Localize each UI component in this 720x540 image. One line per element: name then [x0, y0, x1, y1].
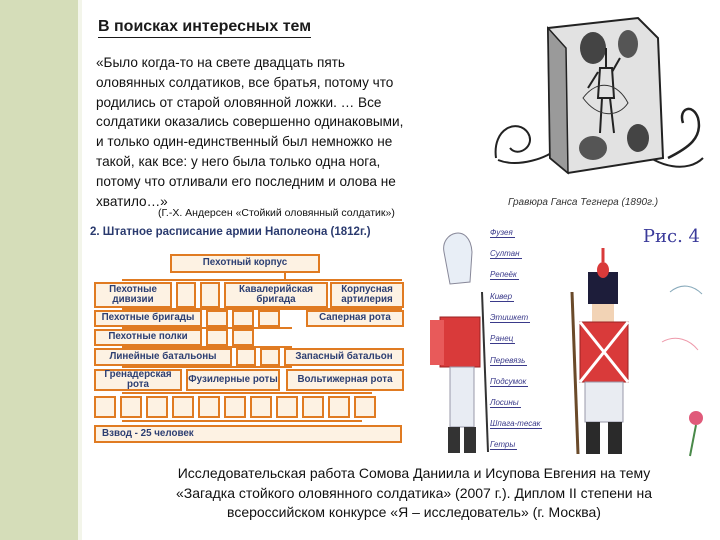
- box-empty: [200, 282, 220, 308]
- uniform-label-kiver: Кивер: [490, 292, 513, 301]
- quote-line: и только один-единственный был немножко не: [96, 134, 393, 150]
- quote-attribution: (Г.-Х. Андерсен «Стойкий оловянный солдатик»): [158, 207, 395, 219]
- box-empty: [224, 396, 246, 418]
- uniform-label-getry: Гетры: [490, 440, 516, 449]
- box-corps-artillery: Корпусная артилерия: [330, 282, 404, 308]
- box-empty: [232, 310, 254, 327]
- box-empty: [258, 310, 280, 327]
- footer-line: всероссийском конкурсе «Я – исследователь» (г. Москва): [227, 504, 601, 520]
- quote-line: такой, как все: у него была только одна нога,: [96, 153, 381, 169]
- uniform-label-sultan: Султан: [490, 249, 520, 258]
- quote-line: «Было когда-то на свете двадцать пять: [96, 55, 345, 70]
- box-infantry-divisions: Пехотные дивизии: [94, 282, 172, 308]
- footer-line: Исследовательская работа Сомова Даниила и Исупова Евгения на тему: [177, 465, 651, 481]
- tin-soldier-engraving: [488, 8, 710, 190]
- quote-line: хватило…»: [96, 193, 168, 209]
- andersen-quote: [96, 53, 462, 211]
- box-empty: [146, 396, 168, 418]
- box-sapper-company: Саперная рота: [306, 310, 404, 327]
- connector-level7: [122, 420, 362, 422]
- decorative-side-band: [0, 0, 78, 540]
- quote-line: оловянных солдатиков, все братья, потому что: [96, 74, 394, 90]
- connector-level6: [122, 392, 372, 394]
- figure-label: Рис. 4: [642, 226, 700, 247]
- box-empty: [232, 329, 254, 346]
- uniform-label-fuzeya: Фузея: [490, 228, 513, 237]
- uniform-label-shpaga: Шпага-тесак: [490, 419, 541, 428]
- uniform-label-podsumok: Подсумок: [490, 377, 527, 386]
- box-infantry-brigades: Пехотные бригады: [94, 310, 202, 327]
- box-empty: [276, 396, 298, 418]
- side-band-edge: [78, 0, 82, 540]
- uniform-label-ranets: Ранец: [490, 334, 514, 343]
- napoleon-army-org-chart: [88, 226, 408, 446]
- uniform-label-repeyok: Репеёк: [490, 270, 517, 279]
- box-empty: [302, 396, 324, 418]
- box-empty: [206, 310, 228, 327]
- box-empty: [94, 396, 116, 418]
- box-voltigeur-company: Вольтижерная рота: [286, 369, 404, 391]
- quote-line: потому что отливали его последним и олова не: [96, 173, 396, 189]
- uniform-label-etishket: Этишкет: [490, 313, 529, 322]
- box-infantry-regiments: Пехотные полки: [94, 329, 202, 346]
- box-empty: [206, 329, 228, 346]
- box-empty: [198, 396, 220, 418]
- org-chart-title: 2. Штатное расписание армии Наполеона (1812г.): [90, 226, 371, 238]
- slide-title: В поисках интересных тем: [98, 18, 311, 38]
- box-empty: [250, 396, 272, 418]
- connector-level1: [122, 279, 402, 281]
- soldier-uniform-drawing: [420, 222, 712, 460]
- connector-level5: [122, 366, 292, 368]
- box-fusilier-companies: Фузилерные роты: [186, 369, 280, 391]
- box-line-battalions: Линейные батальоны: [94, 348, 232, 366]
- uniform-label-losiny: Лосины: [490, 398, 519, 407]
- box-empty: [354, 396, 376, 418]
- research-credit: [140, 464, 688, 523]
- box-grenadier-company: Гренадерская рота: [94, 369, 182, 391]
- box-empty: [328, 396, 350, 418]
- footer-line: «Загадка стойкого оловянного солдатика» (2007 г.). Диплом II степени на: [175, 484, 653, 501]
- box-cavalry-brigade: Кавалерийская бригада: [224, 282, 328, 308]
- box-reserve-battalion: Запасный батальон: [284, 348, 404, 366]
- box-empty: [120, 396, 142, 418]
- box-infantry-corps: Пехотный корпус: [170, 254, 320, 273]
- engraving-caption: Гравюра Ганса Тегнера (1890г.): [508, 197, 659, 208]
- uniform-label-perevyaz: Перевязь: [490, 356, 526, 365]
- box-empty: [172, 396, 194, 418]
- uniform-figures: [420, 222, 712, 460]
- box-empty: [236, 348, 256, 366]
- box-empty: [260, 348, 280, 366]
- quote-line: солдатики оказались совершенно одинаковыми,: [96, 114, 404, 130]
- box-empty: [176, 282, 196, 308]
- quote-line: родились от старой оловянной ложки. … Все: [96, 94, 382, 110]
- box-platoon: Взвод - 25 человек: [94, 425, 402, 443]
